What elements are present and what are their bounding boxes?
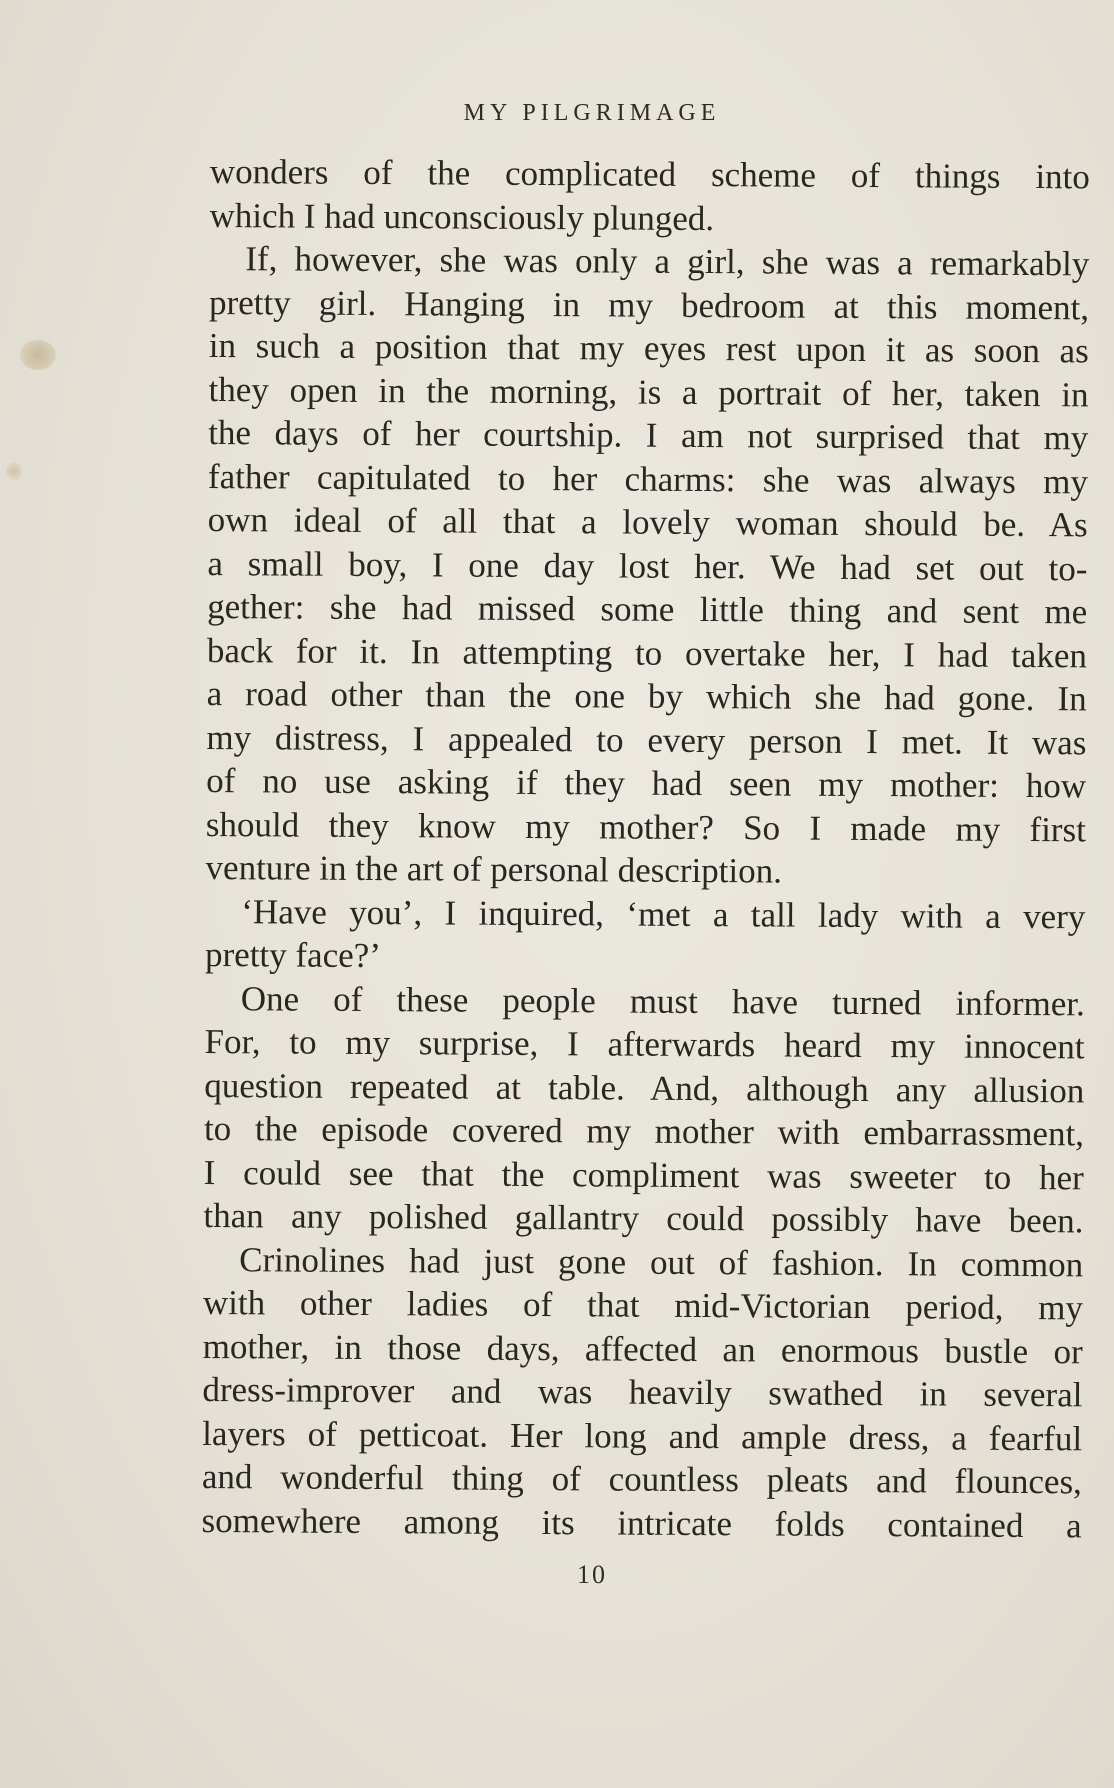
text-line: with other ladies of that mid-Victorian period, my [202,1282,1084,1328]
page-number: 10 [577,1560,607,1589]
text-line: the days of her courtship. I am not surprised that my [208,412,1089,458]
text-line: Crinolines had just gone out of fashion. In common [239,1239,1084,1284]
text-line: than any polished gallantry could possibly have been. [203,1195,1084,1241]
text-line: pretty girl. Hanging in my bedroom at this moment, [208,282,1090,327]
text-line: venture in the art of personal description. [205,847,783,891]
text-line: For, to my surprise, I afterwards heard my innocent [204,1021,1085,1067]
text-line: own ideal of all that a lovely woman should be. As [207,499,1088,545]
text-line: of no use asking if they had seen my mother: how [206,760,1087,806]
text-line: question repeated at table. And, although any allusion [204,1065,1085,1110]
text-line: and wonderful thing of countless pleats and flounces, [201,1456,1082,1502]
text-line: layers of petticoat. Her long and ample dress, a fearful [202,1413,1083,1458]
text-line: to the episode covered my mother with embarrassment, [203,1108,1085,1154]
text-line: a small boy, I one day lost her. We had set out to- [207,543,1088,588]
paper-stain [20,340,56,370]
paper-stain [6,462,22,480]
text-line: should they know my mother? So I made my first [205,804,1086,849]
text-line: pretty face?’ [204,934,382,976]
text-line: a road other than the one by which she had gone. In [206,673,1087,719]
text-line: If, however, she was only a girl, she was a remarkably [245,239,1090,284]
body-text [201,150,1089,1547]
text-line: One of these people must have turned informer. [240,978,1085,1023]
text-line: back for it. In attempting to overtake her, I had taken [206,630,1088,675]
text-line: mother, in those days, affected an enormous bustle or [202,1326,1083,1371]
text-line: gether: she had missed some little thing and sent me [207,586,1088,632]
text-line: wonders of the complicated scheme of things into [209,151,1090,197]
text-line: they open in the morning, is a portrait of her, taken in [208,369,1089,414]
running-head: MY PILGRIMAGE [463,100,721,126]
text-line: ‘Have you’, I inquired, ‘met a tall lady with a very [241,891,1086,936]
text-line: my distress, I appealed to every person I met. It was [206,717,1087,762]
text-line: in such a position that my eyes rest upon it as soon as [208,325,1089,371]
text-line: somewhere among its intricate folds contained a [201,1500,1082,1545]
text-line: dress-improver and was heavily swathed in several [202,1369,1083,1415]
text-line: father capitulated to her charms: she was always my [207,456,1089,501]
text-line: I could see that the compliment was sweeter to her [203,1152,1084,1197]
text-line: which I had unconsciously plunged. [209,195,715,238]
